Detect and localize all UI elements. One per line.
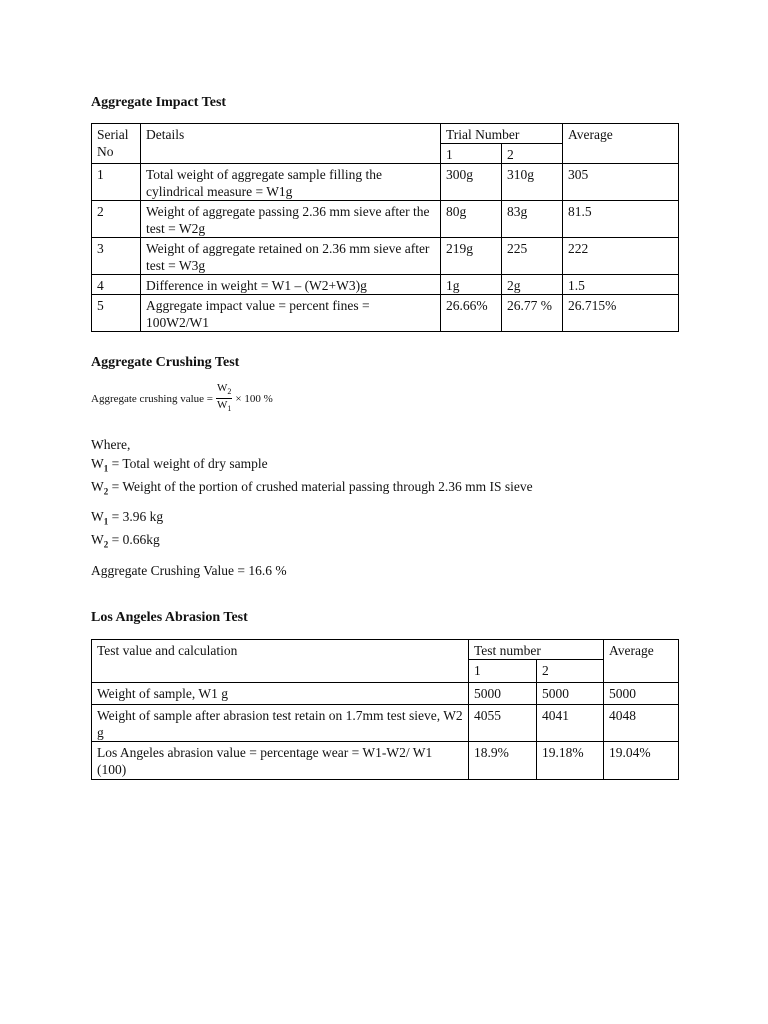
w1-value-text: = 3.96 kg <box>108 509 164 524</box>
cell-serial: 4 <box>92 275 141 295</box>
numerator-symbol: W <box>216 382 228 394</box>
table-row <box>92 683 679 705</box>
cell-average: 5000 <box>604 683 679 705</box>
header-details: Details <box>141 124 441 164</box>
cell-serial: 1 <box>92 164 141 201</box>
cell-trial-2: 26.77 % <box>502 295 563 332</box>
cell-trial-1: 80g <box>441 201 502 238</box>
w1-symbol: W <box>91 509 104 524</box>
cell-average: 305 <box>563 164 679 201</box>
cell-details: Weight of aggregate retained on 2.36 mm sieve after test = W3g <box>141 238 441 275</box>
cell-calculation: Weight of sample after abrasion test retain on 1.7mm test sieve, W2 g <box>92 705 469 742</box>
formula-lhs: Aggregate crushing value = <box>91 392 213 405</box>
w1-symbol: W <box>91 455 104 471</box>
w2-subscript: 2 <box>103 486 109 497</box>
table-row <box>92 164 679 201</box>
numerator-subscript: 2 <box>227 387 232 397</box>
header-test-number: Test number <box>469 640 604 660</box>
cell-details: Difference in weight = W1 – (W2+W3)g <box>141 275 441 295</box>
table-row <box>92 275 679 295</box>
cell-test-2: 4041 <box>537 705 604 742</box>
cell-test-1: 4055 <box>469 705 537 742</box>
formula-fraction <box>216 382 232 415</box>
variable-values <box>91 508 163 554</box>
table-row <box>92 238 679 275</box>
cell-calculation: Los Angeles abrasion value = percentage wear = W1-W2/ W1 (100) <box>92 742 469 780</box>
w2-symbol: W <box>91 478 104 494</box>
cell-serial: 2 <box>92 201 141 238</box>
formula-rhs: × 100 % <box>235 392 273 405</box>
cell-trial-1: 219g <box>441 238 502 275</box>
crushing-test-heading: Aggregate Crushing Test <box>91 355 240 370</box>
cell-trial-1: 1g <box>441 275 502 295</box>
w2-value-text: = 0.66kg <box>108 532 160 548</box>
abrasion-test-table <box>91 639 679 780</box>
cell-average: 19.04% <box>604 742 679 780</box>
cell-details: Total weight of aggregate sample filling the cylindrical measure = W1g <box>141 164 441 201</box>
w1-subscript: 1 <box>103 463 109 474</box>
cell-average: 26.715% <box>563 295 679 332</box>
cell-test-1: 18.9% <box>469 742 537 780</box>
header-test-value: Test value and calculation <box>92 640 469 683</box>
cell-trial-2: 310g <box>502 164 563 201</box>
impact-test-table <box>91 123 679 332</box>
cell-calculation: Weight of sample, W1 g <box>92 683 469 705</box>
denominator-symbol: W <box>216 399 228 412</box>
cell-trial-1: 300g <box>441 164 502 201</box>
cell-test-2: 5000 <box>537 683 604 705</box>
header-trial-1: 1 <box>441 144 502 164</box>
cell-average: 222 <box>563 238 679 275</box>
cell-trial-2: 83g <box>502 201 563 238</box>
cell-average: 1.5 <box>563 275 679 295</box>
cell-trial-1: 26.66% <box>441 295 502 332</box>
header-test-2: 2 <box>537 660 604 683</box>
cell-details: Weight of aggregate passing 2.36 mm sieve after the test = W2g <box>141 201 441 238</box>
cell-average: 4048 <box>604 705 679 742</box>
header-average: Average <box>604 640 679 683</box>
crushing-value-formula <box>91 382 273 415</box>
cell-serial: 5 <box>92 295 141 332</box>
w1-definition-text: = Total weight of dry sample <box>108 455 268 471</box>
cell-serial: 3 <box>92 238 141 275</box>
w2-subscript: 2 <box>103 539 109 550</box>
cell-test-1: 5000 <box>469 683 537 705</box>
where-label: Where, <box>91 437 131 452</box>
table-header-row <box>92 640 679 660</box>
crushing-result: Aggregate Crushing Value = 16.6 % <box>91 563 287 578</box>
variable-definitions <box>91 436 533 501</box>
formula-denominator <box>217 399 231 415</box>
table-row <box>92 201 679 238</box>
table-row <box>92 705 679 742</box>
cell-test-2: 19.18% <box>537 742 604 780</box>
w1-value <box>91 508 163 531</box>
table-header-row <box>92 124 679 144</box>
w2-definition <box>91 478 533 501</box>
formula-numerator <box>216 382 232 399</box>
header-average: Average <box>563 124 679 164</box>
w1-subscript: 1 <box>103 516 109 527</box>
header-trial-number: Trial Number <box>441 124 563 144</box>
w2-symbol: W <box>91 532 104 548</box>
table-row <box>92 295 679 332</box>
w1-definition <box>91 455 533 478</box>
w2-definition-text: = Weight of the portion of crushed material passing through 2.36 mm IS sieve <box>108 478 533 494</box>
cell-trial-2: 225 <box>502 238 563 275</box>
header-trial-2: 2 <box>502 144 563 164</box>
cell-details: Aggregate impact value = percent fines = 100W2/W1 <box>141 295 441 332</box>
impact-test-heading: Aggregate Impact Test <box>91 95 227 110</box>
cell-trial-2: 2g <box>502 275 563 295</box>
abrasion-test-heading: Los Angeles Abrasion Test <box>91 610 248 625</box>
header-test-1: 1 <box>469 660 537 683</box>
cell-average: 81.5 <box>563 201 679 238</box>
table-row <box>92 742 679 780</box>
header-serial: Serial No <box>92 124 141 164</box>
w2-value <box>91 531 163 554</box>
denominator-subscript: 1 <box>227 404 232 414</box>
